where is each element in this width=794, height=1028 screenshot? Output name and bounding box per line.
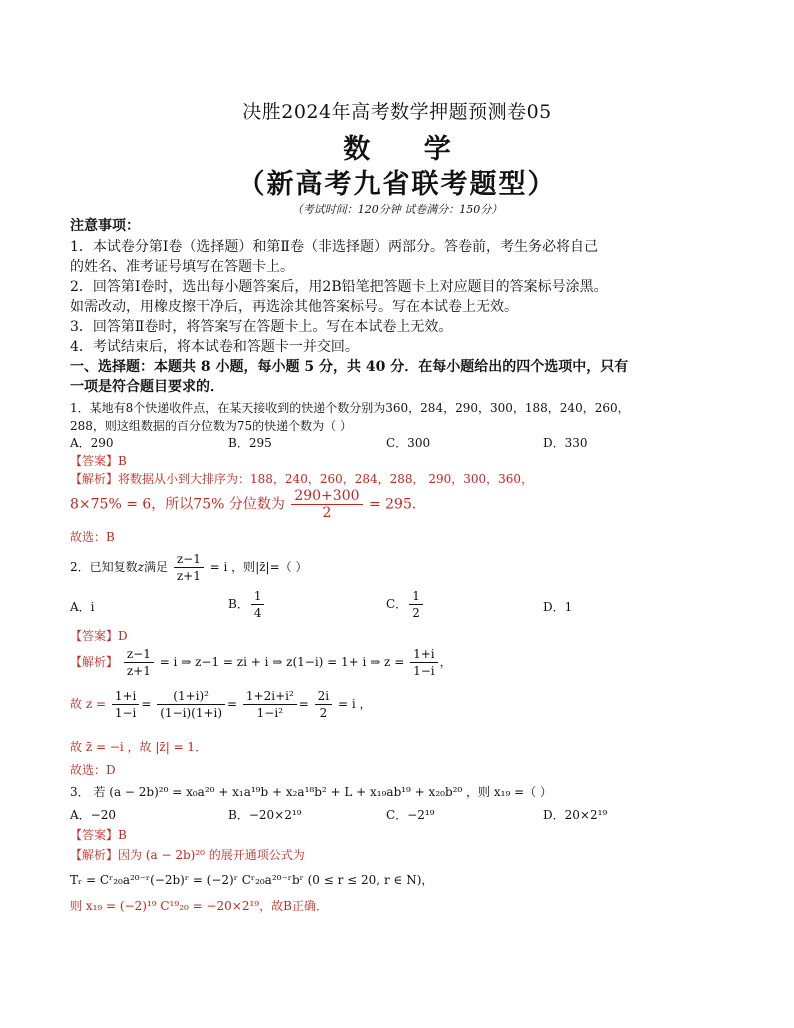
q3-analysis-line3: 则 x₁₉ = (−2)¹⁹ C¹⁹₂₀ = −20×2¹⁹，故B正确． xyxy=(70,899,328,913)
note-line-5: 3．回答第Ⅱ卷时，将答案写在答题卡上。写在本试卷上无效。 xyxy=(70,319,453,335)
note-line-1: 1．本试卷分第Ⅰ卷（选择题）和第Ⅱ卷（非选择题）两部分。答卷前，考生务必将自己 xyxy=(70,239,598,255)
answer-value: B xyxy=(118,454,127,468)
q2-option-b: B． $\frac{1}{4}$ xyxy=(228,588,266,621)
fraction: $\frac{1+i}{1-i}$ xyxy=(410,646,438,679)
analysis-label: 【解析】 xyxy=(70,472,119,486)
analysis-text: = 295． xyxy=(368,496,426,513)
q3-analysis-line2: Tᵣ = Cʳ₂₀a²⁰⁻ʳ(−2b)ʳ = (−2)ʳ Cʳ₂₀a²⁰⁻ʳbʳ (0 ≤ r ≤ 20, r ∈ N)， xyxy=(70,873,434,887)
subject-title: 数 学 xyxy=(343,134,473,165)
q1-choice: 故选：B xyxy=(70,530,115,544)
q1-answer xyxy=(70,451,732,471)
exam-info: （考试时间：120分钟 试卷满分：150分） xyxy=(291,203,503,216)
q1-analysis-line2 xyxy=(70,488,732,521)
fraction: $\frac{z-1}{z+1}$ xyxy=(124,646,154,679)
q2-stem: 2．已知复数z满足 $\frac{z-1}{z+1}$ = i ，则|z̄|=（ ） xyxy=(70,552,308,583)
q2-analysis-line1: 【解析】 $\frac{z-1}{z+1}$ = i ⇒ z−1 = zi + i ⇒ z(1−i) = 1+ i ⇒ z = $\frac{1+i}{1-i}$ ， xyxy=(70,647,452,678)
q2-option-c: C． $\frac{1}{2}$ xyxy=(386,588,425,621)
fraction: $\frac{1+i}{1-i}$ xyxy=(112,688,140,721)
fraction: $\frac{1}{2}$ xyxy=(409,588,423,621)
analysis-text: 将数据从小到大排序为：188，240，260，284，288， 290，300，360， xyxy=(118,472,534,486)
q1-option-b: B．295 xyxy=(228,436,272,450)
answer-label: 【答案】 xyxy=(70,454,119,468)
fraction: $\frac{\text{1+2i+i²}}{\text{1−i²}}$ xyxy=(243,688,297,721)
q2-option-d: D．1 xyxy=(543,600,573,614)
q1-option-d: D．330 xyxy=(543,436,588,450)
q2-answer: 【答案】D xyxy=(70,629,128,643)
q3-option-a: A．−20 xyxy=(70,808,116,822)
fraction: $\frac{\text{(1+i)²}}{(1-i)(1+i)}$ xyxy=(157,688,225,721)
q3-option-c: C．−2¹⁹ xyxy=(386,808,435,822)
note-line-6: 4．考试结束后，将本试卷和答题卡一并交回。 xyxy=(70,339,359,355)
section-heading-line2: 一项是符合题目要求的． xyxy=(70,379,224,395)
q2-analysis-line2: 故 z = $\frac{1+i}{1-i}$ = $\frac{\text{(1+i)²}}{(1-i)(1+i)}$ = $\frac{\text{1+2i+i²}}{\text{1−i²}}$ = $\frac{2i}{2}$ = i ， xyxy=(70,689,372,720)
fraction: $\frac{2i}{2}$ xyxy=(315,688,332,721)
fraction: $\frac{z-1}{z+1}$ xyxy=(174,551,204,584)
q1-analysis-line1 xyxy=(70,469,732,489)
exam-title: 决胜2024年高考数学押题预测卷05 xyxy=(242,101,552,123)
q2-option-a: A．i xyxy=(70,600,95,614)
q1-option-c: C．300 xyxy=(386,436,431,450)
q1-option-a: A．290 xyxy=(70,436,114,450)
q3-answer: 【答案】B xyxy=(70,828,127,842)
q3-option-b: B．−20×2¹⁹ xyxy=(228,808,302,822)
q3-stem: 3． 若 (a − 2b)²⁰ = x₀a²⁰ + x₁a¹⁹b + x₂a¹⁸b² + L + x₁₉ab¹⁹ + x₂₀b²⁰ ，则 x₁₉ =（ ） xyxy=(70,785,552,799)
notes-heading: 注意事项： xyxy=(70,218,140,234)
q2-analysis-line3: 故 z̄ = −i ，故 |z̄| = 1． xyxy=(70,740,208,754)
note-line-3: 2．回答第Ⅰ卷时，选出每小题答案后，用2B铅笔把答题卡上对应题目的答案标号涂黑。 xyxy=(70,279,608,295)
q1-stem-line1: 1．某地有8个快递收件点，在某天接收到的快递个数分别为360，284，290，300，188，240，260， xyxy=(70,401,630,415)
q1-stem-line2: 288，则这组数据的百分位数为75的快递个数为（ ） xyxy=(70,419,352,433)
exam-type-title: （新高考九省联考题型） xyxy=(237,169,557,200)
note-line-4: 如需改动，用橡皮擦干净后，再选涂其他答案标号。写在本试卷上无效。 xyxy=(70,299,518,315)
q3-option-d: D．20×2¹⁹ xyxy=(543,808,608,822)
analysis-text: 8×75% = 6，所以75% 分位数为 xyxy=(70,496,285,513)
section-heading-line1: 一、选择题：本题共 8 小题，每小题 5 分，共 40 分．在每小题给出的四个选项中，只有 xyxy=(70,359,629,375)
q3-analysis-line1: 【解析】因为 (a − 2b)²⁰ 的展开通项公式为 xyxy=(70,848,305,862)
note-line-2: 的姓名、准考证号填写在答题卡上。 xyxy=(70,259,294,275)
q2-choice: 故选：D xyxy=(70,763,116,777)
fraction: $\frac{1}{4}$ xyxy=(251,588,265,621)
fraction: $\frac{290+300}{2}$ xyxy=(291,488,362,521)
